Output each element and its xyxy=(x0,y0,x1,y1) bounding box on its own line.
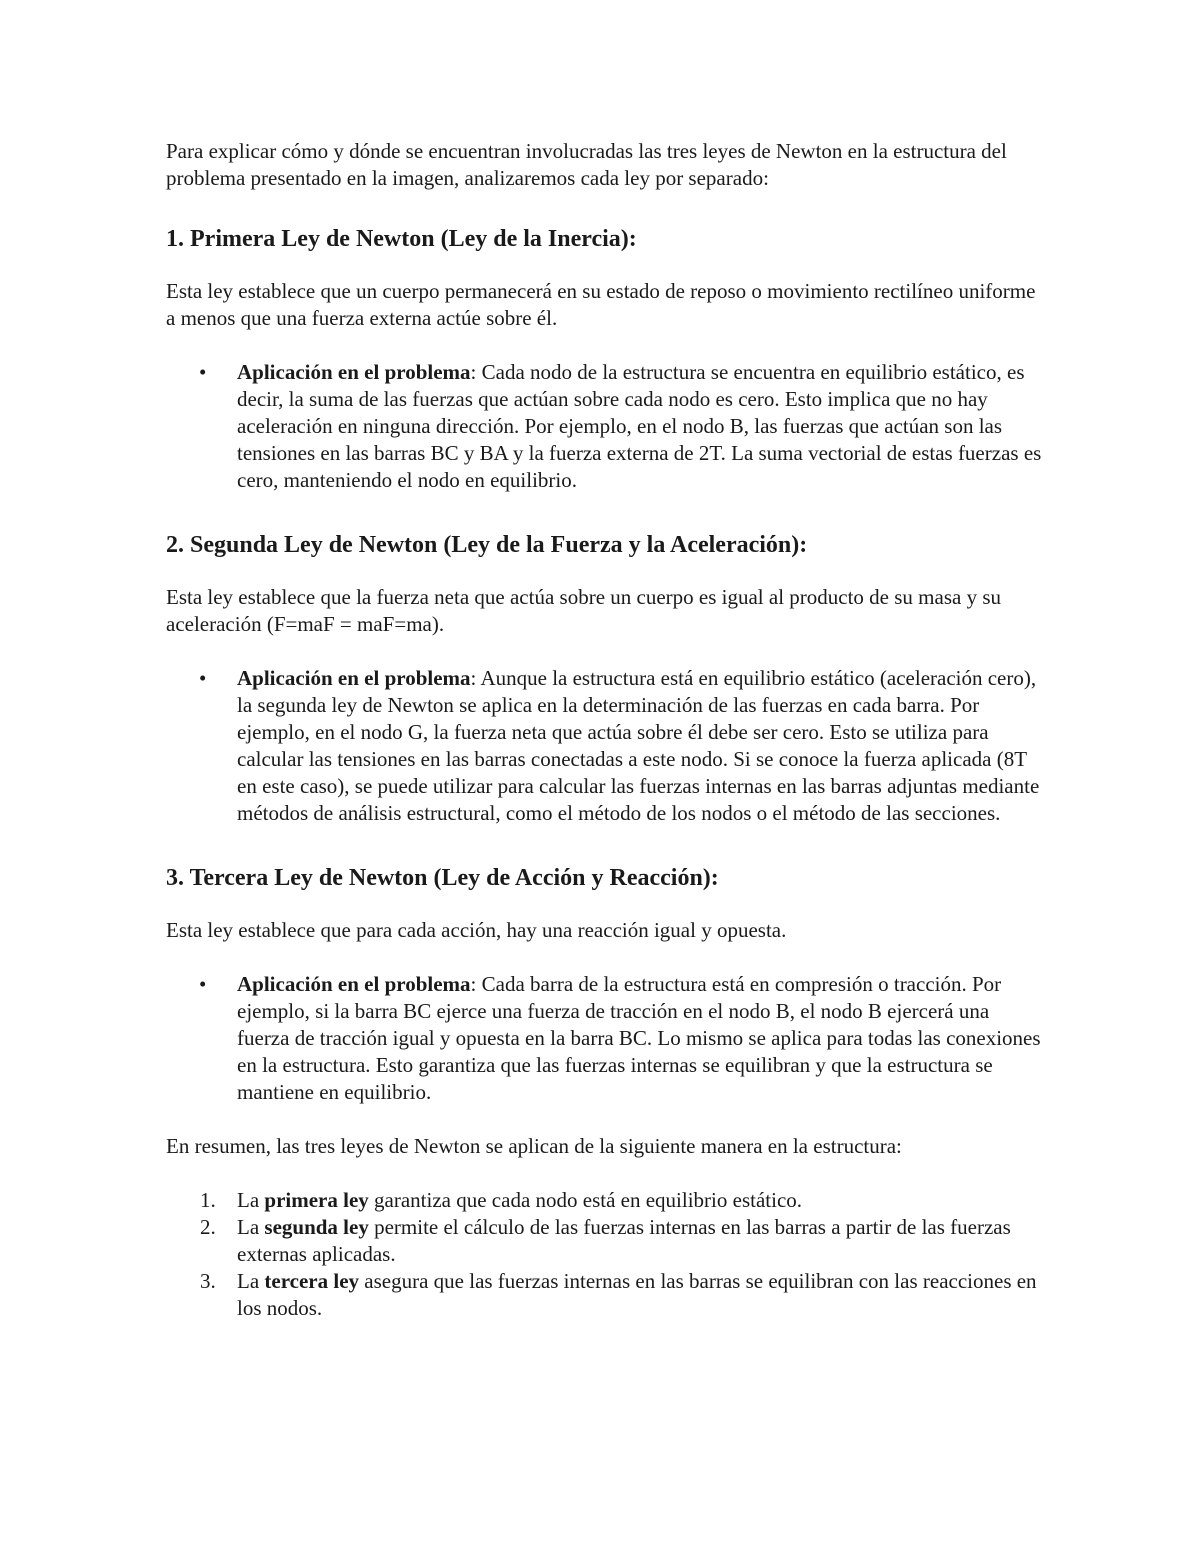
section-3-bullet xyxy=(166,971,1046,1106)
section-1-heading: 1. Primera Ley de Newton (Ley de la Inercia): xyxy=(166,226,637,252)
section-2-bullets xyxy=(166,665,1046,827)
item-bold: primera ley xyxy=(264,1188,369,1212)
item-prefix: La xyxy=(237,1269,265,1293)
section-3-heading: 3. Tercera Ley de Newton (Ley de Acción y Reacción): xyxy=(166,865,719,891)
bullet-label: Aplicación en el problema xyxy=(237,972,471,996)
section-3-bullets xyxy=(166,971,1046,1106)
bullet-icon: • xyxy=(199,360,207,384)
item-prefix: La xyxy=(237,1188,265,1212)
summary-paragraph: En resumen, las tres leyes de Newton se aplican de la siguiente manera en la estructura: xyxy=(166,1134,902,1158)
section-3-body: Esta ley establece que para cada acción, hay una reacción igual y opuesta. xyxy=(166,918,787,942)
item-rest: garantiza que cada nodo está en equilibrio estático. xyxy=(368,1188,803,1212)
document-page xyxy=(166,138,1046,1322)
section-1-body: Esta ley establece que un cuerpo permanecerá en su estado de reposo o movimiento rectilíneo uniforme a menos que una fuerza externa actúe sobre él. xyxy=(166,279,1036,330)
bullet-label: Aplicación en el problema xyxy=(237,666,471,690)
summary-item xyxy=(166,1214,1046,1268)
summary-list xyxy=(166,1187,1046,1322)
list-number: 3. xyxy=(200,1269,216,1293)
item-prefix: La xyxy=(237,1215,265,1239)
intro-paragraph: Para explicar cómo y dónde se encuentran involucradas las tres leyes de Newton en la estructura del problema presentado en la imagen, analizaremos cada ley por separado: xyxy=(166,139,1007,190)
item-rest: permite el cálculo de las fuerzas internas en las barras a partir de las fuerzas externas aplicadas. xyxy=(237,1215,1011,1266)
item-bold: segunda ley xyxy=(264,1215,369,1239)
list-number: 2. xyxy=(200,1215,216,1239)
section-1-bullets xyxy=(166,359,1046,494)
summary-item xyxy=(166,1268,1046,1322)
section-2-heading: 2. Segunda Ley de Newton (Ley de la Fuerza y la Aceleración): xyxy=(166,532,808,558)
summary-item xyxy=(166,1187,1046,1214)
section-1-bullet xyxy=(166,359,1046,494)
bullet-icon: • xyxy=(199,972,207,996)
item-bold: tercera ley xyxy=(264,1269,360,1293)
bullet-text: : Cada barra de la estructura está en compresión o tracción. Por ejemplo, si la barra BC ejerce una fuerza de tracción en el nodo B, el nodo B ejercerá una fuerza de tracción igual y opuesta en la barra BC. Lo mismo se aplica para todas las conexiones en la estructura. Esto garantiza que las fuerzas internas se equilibran y que la estructura se mantiene en equilibrio. xyxy=(237,972,1041,1104)
section-2-bullet xyxy=(166,665,1046,827)
bullet-text: : Aunque la estructura está en equilibrio estático (aceleración cero), la segunda ley de Newton se aplica en la determinación de las fuerzas en cada barra. Por ejemplo, en el nodo G, la fuerza neta que actúa sobre él debe ser cero. Esto se utiliza para calcular las tensiones en las barras conectadas a este nodo. Si se conoce la fuerza aplicada (8T en este caso), se puede utilizar para calcular las fuerzas internas en las barras adjuntas mediante métodos de análisis estructural, como el método de los nodos o el método de las secciones. xyxy=(237,666,1040,825)
item-rest: asegura que las fuerzas internas en las barras se equilibran con las reacciones en los nodos. xyxy=(237,1269,1037,1320)
section-2-body: Esta ley establece que la fuerza neta que actúa sobre un cuerpo es igual al producto de su masa y su aceleración (F=maF = maF=ma). xyxy=(166,585,1001,636)
bullet-text: : Cada nodo de la estructura se encuentra en equilibrio estático, es decir, la suma de las fuerzas que actúan sobre cada nodo es cero. Esto implica que no hay aceleración en ninguna dirección. Por ejemplo, en el nodo B, las fuerzas que actúan son las tensiones en las barras BC y BA y la fuerza externa de 2T. La suma vectorial de estas fuerzas es cero, manteniendo el nodo en equilibrio. xyxy=(237,360,1042,492)
list-number: 1. xyxy=(200,1188,216,1212)
bullet-icon: • xyxy=(199,666,207,690)
bullet-label: Aplicación en el problema xyxy=(237,360,471,384)
